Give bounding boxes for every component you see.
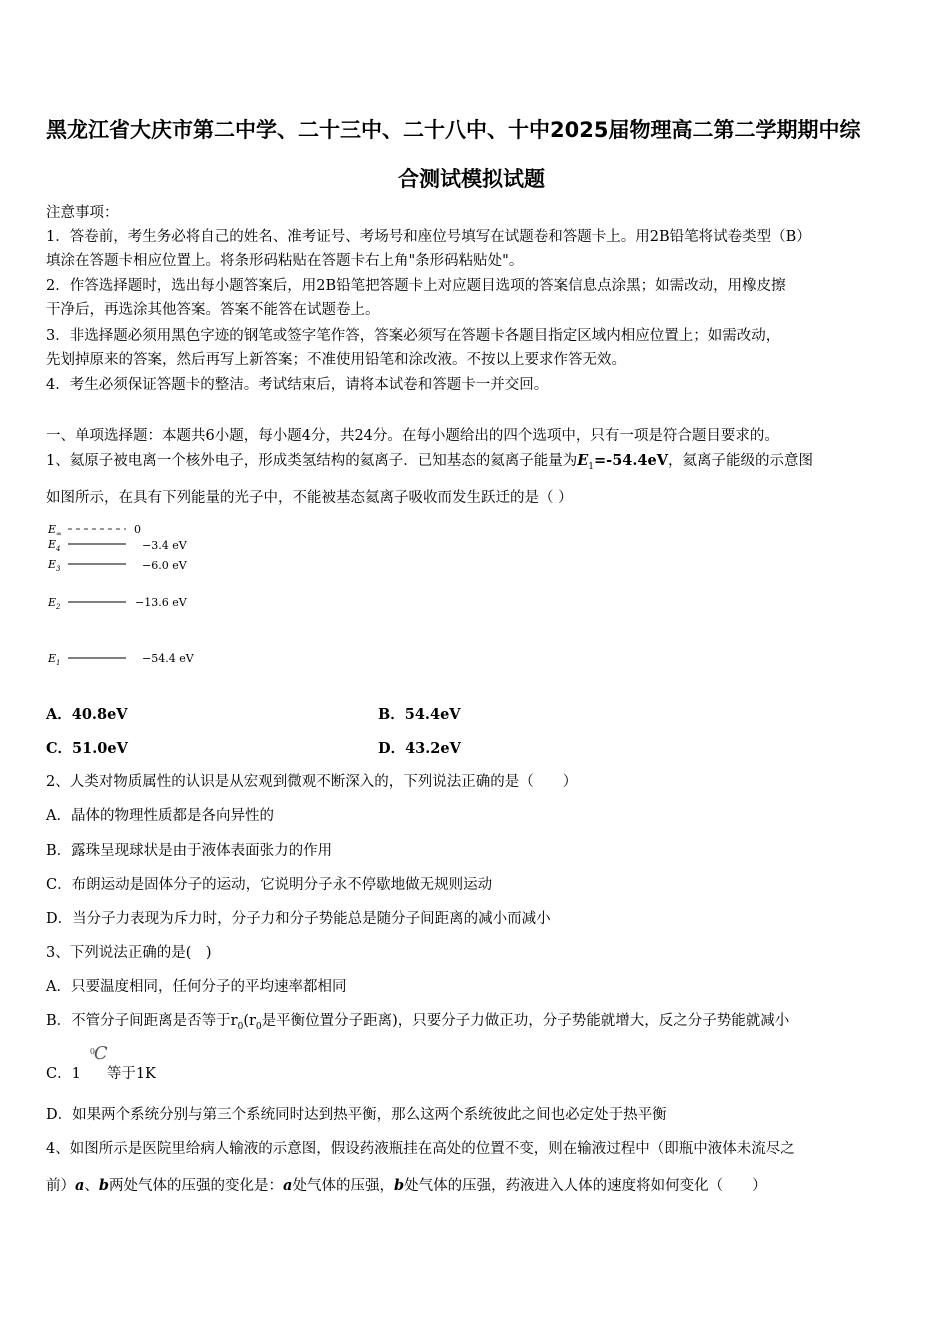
level-value-3: −6.0 eV: [142, 559, 187, 572]
q3-option-c: C．1 0 C 等于1K: [46, 1043, 156, 1082]
q1-stem-line2: 如图所示，在具有下列能量的光子中，不能被基态氦离子吸收而发生跃迁的是（ ）: [46, 490, 573, 506]
exam-title-line2: 合测试模拟试题: [398, 167, 545, 191]
note-3-line2: 先划掉原来的答案，然后再写上新答案；不准使用铅笔和涂改液。不按以上要求作答无效。: [46, 352, 626, 368]
level-value-1: −54.4 eV: [142, 652, 194, 665]
q2-option-b: B．露珠呈现球状是由于液体表面张力的作用: [46, 843, 333, 859]
q2-stem: 2、人类对物质属性的认识是从宏观到微观不断深入的，下列说法正确的是（ ）: [46, 774, 578, 790]
level-label-2: $E_2$: [48, 596, 61, 611]
q2-option-d: D．当分子力表现为斥力时，分子力和分子势能总是随分子间距离的减小而减小: [46, 911, 551, 927]
note-3-line1: 3．非选择题必须用黑色字迹的钢笔或签字笔作答，答案必须写在答题卡各题目指定区域内相应位置上；如需改动，: [46, 328, 781, 344]
q4-stem-line1: 4、如图所示是医院里给病人输液的示意图，假设药液瓶挂在高处的位置不变，则在输液过程中（即瓶中液体未流尽之: [46, 1141, 795, 1157]
q1-option-a: A．40.8eV: [46, 706, 128, 723]
level-label-3: $E_3$: [48, 558, 61, 573]
note-2-line2: 干净后，再选涂其他答案。答案不能答在试题卷上。: [46, 302, 380, 318]
level-label-inf: $E_\infty$: [48, 523, 62, 538]
section-heading: 一、单项选择题：本题共6小题，每小题4分，共24分。在每小题给出的四个选项中，只有一项是符合题目要求的。: [46, 428, 779, 444]
exam-title-line1: 黑龙江省大庆市第二中学、二十三中、二十八中、十中2025届物理高二第二学期期中综: [46, 118, 861, 142]
q2-option-c: C．布朗运动是固体分子的运动，它说明分子永不停歇地做无规则运动: [46, 877, 493, 893]
note-4: 4．考生必须保证答题卡的整洁。考试结束后，请将本试卷和答题卡一并交回。: [46, 377, 549, 393]
level-value-inf: 0: [134, 523, 141, 536]
q3-option-b: B．不管分子间距离是否等于$r_0(r_0$是平衡位置分子距离)，只要分子力做正功，分子势能就增大，反之分子势能就减小: [46, 1013, 790, 1032]
level-value-2: −13.6 eV: [135, 596, 187, 609]
level-label-4: $E_4$: [48, 538, 61, 553]
energy-level-diagram: [46, 520, 206, 670]
level-label-1: $E_1$: [48, 652, 61, 667]
note-1-line2: 填涂在答题卡相应位置上。将条形码粘贴在答题卡右上角"条形码粘贴处"。: [46, 253, 524, 269]
notes-heading: 注意事项：: [46, 205, 119, 221]
level-value-4: −3.4 eV: [142, 539, 187, 552]
note-1-line1: 1．答卷前，考生务必将自己的姓名、准考证号、考场号和座位号填写在试题卷和答题卡上。用2B铅笔将试卷类型（B）: [46, 229, 811, 245]
q1-stem-line1: 1、氦原子被电离一个核外电子，形成类氢结构的氦离子．已知基态的氦离子能量为$E_1=-54.4eV$，氦离子能级的示意图: [46, 452, 813, 472]
note-2-line1: 2．作答选择题时，选出每小题答案后，用2B铅笔把答题卡上对应题目选项的答案信息点涂黑；如需改动，用橡皮擦: [46, 278, 786, 294]
q3-option-a: A．只要温度相同，任何分子的平均速率都相同: [46, 979, 347, 995]
q4-stem-line2: 前）a、b两处气体的压强的变化是：a处气体的压强，b处气体的压强，药液进入人体的速度将如何变化（ ）: [46, 1177, 767, 1194]
q2-option-a: A．晶体的物理性质都是各向异性的: [46, 808, 274, 824]
q3-option-d: D．如果两个系统分别与第三个系统同时达到热平衡，那么这两个系统彼此之间也必定处于热平衡: [46, 1107, 667, 1123]
q1-option-d: D．43.2eV: [378, 740, 461, 757]
q1-option-b: B．54.4eV: [378, 706, 461, 723]
q1-option-c: C．51.0eV: [46, 740, 128, 757]
q3-stem: 3、下列说法正确的是( ): [46, 945, 212, 961]
